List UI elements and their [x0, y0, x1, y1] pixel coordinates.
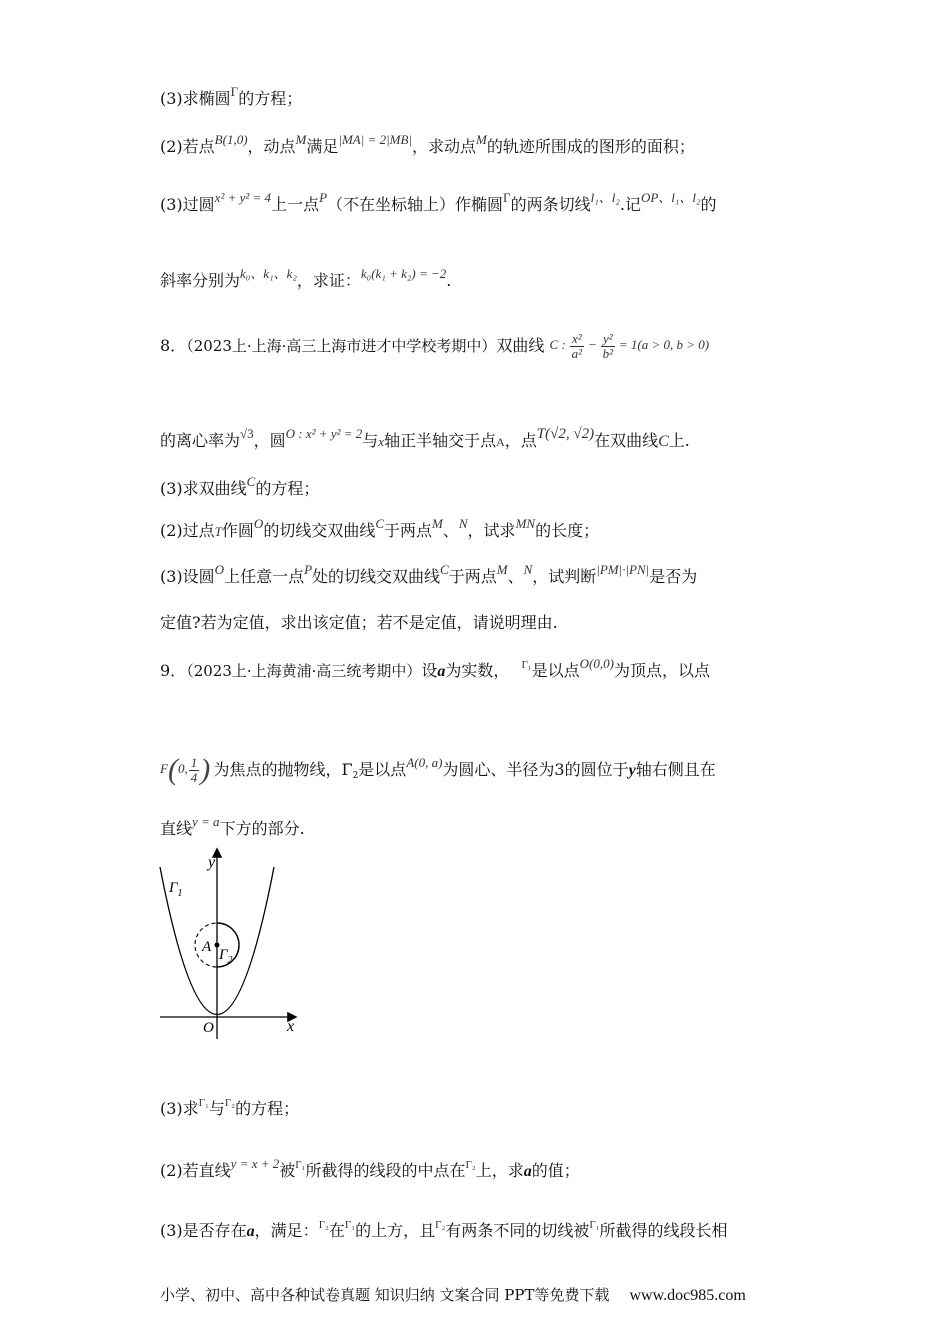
question-8-header: 8．（2023上·上海·高三上海市进才中学校考期中）双曲线 C : $\frac{\text{x²}}{\text{a²}}$ − $\frac{\text{y²}}{\text{b²}}$ = 1(a > 0, b > 0): [160, 331, 710, 361]
line-3-pm-pn: (3)设圆O上任意一点P处的切线交双曲线C于两点M、N，试判断|PM|·|PN|是否为: [160, 562, 698, 586]
point-a-label: A: [202, 939, 212, 955]
y-axis-label: y: [208, 854, 216, 871]
tangent-lines-l1-l2: l₁、l₂: [590, 190, 620, 205]
gamma2-label: $\Gamma_2$: [219, 947, 233, 966]
line-3-existence: (3)是否存在a，满足：Γ₂在Γ₁的上方，且Γ₂有两条不同的切线被Γ₁所截得的线段长相: [160, 1219, 728, 1240]
line-3-gamma-equations: (3)求Γ₁与Γ₂的方程；: [160, 1097, 300, 1118]
gamma-symbol: Γ: [503, 190, 511, 205]
sqrt-3: √3: [240, 426, 254, 441]
line-eccentricity: 的离心率为√3，圆O : x² + y² = 2与x轴正半轴交于点A，点T(√2, √2)在双曲线C上.: [160, 430, 690, 453]
hyperbola-c: C: [658, 433, 669, 450]
point-m-2: M: [476, 132, 487, 147]
line-below-y-a: 直线y = a下方的部分.: [160, 814, 305, 838]
x-axis-label: x: [287, 1018, 295, 1035]
op-l1-l2: OP、l₁、l₂: [640, 190, 701, 205]
point-t: T(√2, √2): [536, 426, 595, 442]
point-m: M: [295, 132, 307, 147]
point-p: P: [319, 190, 328, 205]
circle-equation: x² + y² = 4: [214, 190, 272, 205]
footer-url[interactable]: www.doc985.com: [629, 1287, 746, 1304]
hyperbola-equation: C : $\frac{\text{x²}}{\text{a²}}$ − $\frac{\text{y²}}{\text{b²}}$ = 1(a > 0, b > 0): [549, 331, 710, 361]
point-a: A: [496, 435, 505, 449]
gamma-symbol: Γ: [230, 84, 239, 99]
origin-label: O: [203, 1020, 214, 1036]
line-fixed-value: 定值?若为定值，求出该定值；若不是定值，请说明理由.: [160, 613, 558, 632]
circle-o-equation: O : x² + y² = 2: [285, 426, 363, 441]
line-3-tangent-lines: (3)过圆x² + y² = 4上一点P（不在坐标轴上）作椭圆Γ的两条切线l₁、l₂.记OP、l₁、l₂的: [160, 194, 717, 217]
line-slopes-proof: 斜率分别为k₀、k₁、k₂，求证：k₀(k₁ + k₂) = −2.: [160, 270, 451, 293]
gamma1-label: $\Gamma_1$: [169, 880, 183, 899]
ma-mb-equation: |MA| = 2|MB|: [338, 132, 413, 147]
point-b: B(1,0): [214, 132, 248, 147]
line-2-mn-length: (2)过点T作圆O的切线交双曲线C于两点M、N，试求MN的长度；: [160, 516, 600, 540]
footer-text: 小学、初中、高中各种试卷真题 知识归纳 文案合同 PPT等免费下载: [160, 1286, 610, 1304]
slope-equation: k₀(k₁ + k₂) = −2: [360, 266, 447, 281]
page-footer: [160, 1284, 746, 1305]
question-9-header: 9．（2023上·上海黄浦·高三统考期中）设a为实数， Γ₁是以点O(0,0)为顶点，以点: [160, 656, 710, 680]
line-2-locus-area: (2)若点B(1,0)，动点M满足|MA| = 2|MB|，求动点M的轨迹所围成的图形的面积；: [160, 136, 695, 159]
line-3-ellipse-equation: (3)求椭圆Γ的方程；: [160, 88, 302, 111]
slopes-k: k₀、k₁、k₂: [240, 266, 297, 281]
point-f: F(0, $\frac{1}{4}$ ): [160, 753, 211, 787]
line-3-hyperbola-equation: (3)求双曲线C的方程；: [160, 474, 320, 498]
line-2-midpoint: (2)若直线y = x + 2被Γ₁所截得的线段的中点在Γ₂上，求a的值；: [160, 1156, 580, 1180]
parabola-circle-figure: [155, 842, 315, 1042]
line-focus-parabola: F(0, $\frac{1}{4}$ ) 为焦点的抛物线，$\Gamma_2$是以点A(0, a)为圆心、半径为3的圆位于y轴右侧且在: [160, 753, 716, 787]
